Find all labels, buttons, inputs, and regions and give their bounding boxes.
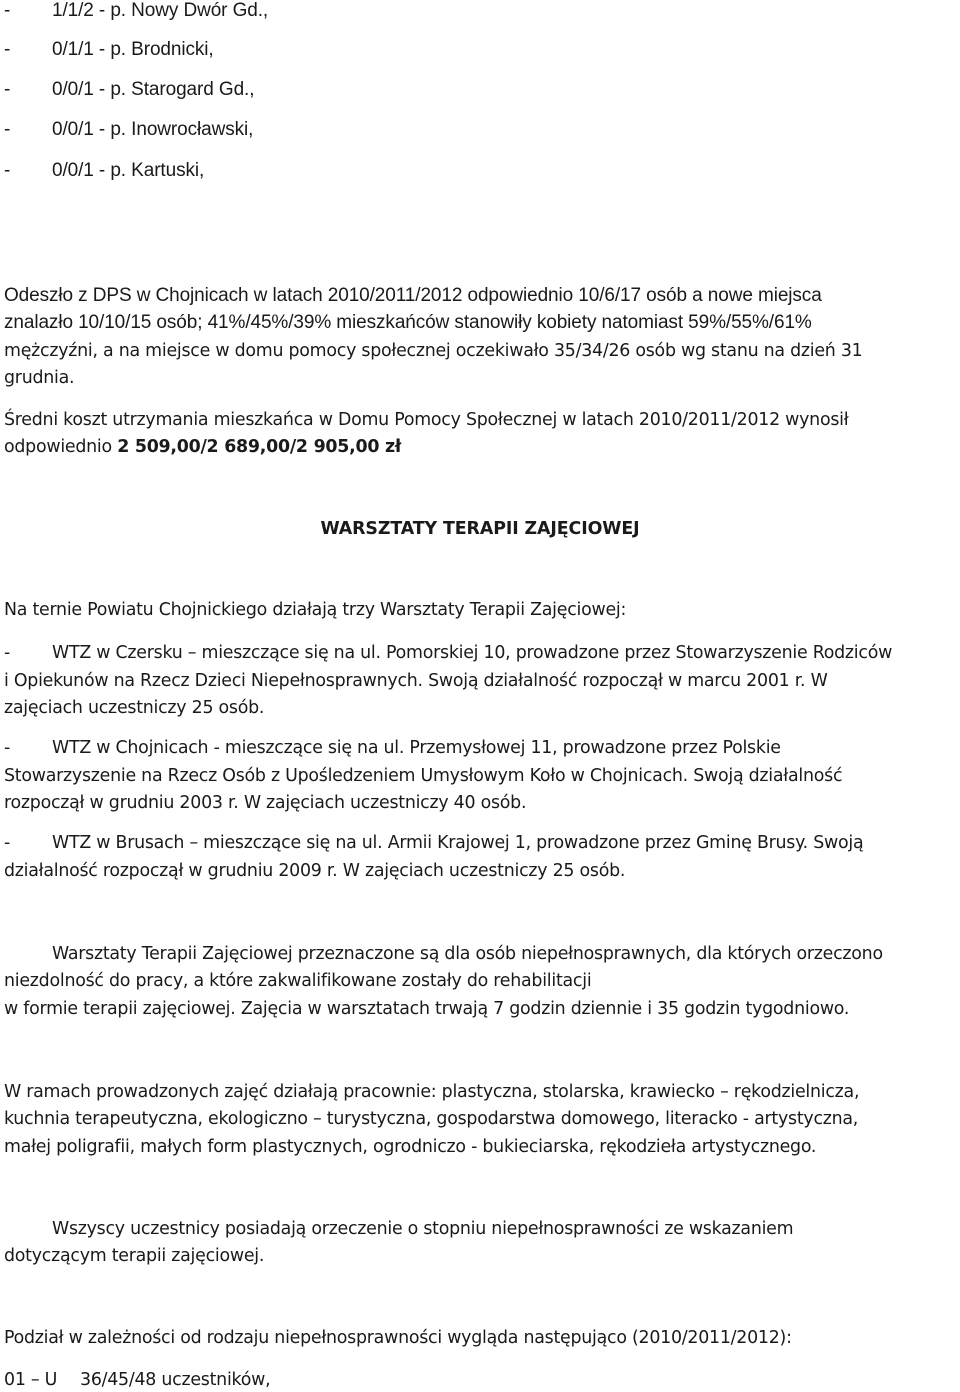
- cost-paragraph-line: odpowiednio 2 509,00/2 689,00/2 905,00 zł: [4, 437, 402, 457]
- dps-paragraph-line: Odeszło z DPS w Chojnicach w latach 2010/2011/2012 odpowiednio 10/6/17 osób a nowe miejsca: [4, 285, 822, 306]
- cost-paragraph-line: Średni koszt utrzymania mieszkańca w Domu Pomocy Społecznej w latach 2010/2011/2012 wynosił: [4, 410, 849, 430]
- transfer-item: - 0/0/1 - p. Inowrocławski,: [4, 119, 254, 140]
- dps-paragraph-line: znalazło 10/10/15 osób; 41%/45%/39% mieszkańców stanowiły kobiety natomiast 59%/55%/61%: [4, 312, 812, 333]
- wtz-item-line: - WTZ w Brusach – mieszczące się na ul. Armii Krajowej 1, prowadzone przez Gminę Brusy. Swoją: [4, 833, 864, 853]
- division-row: 01 – U 36/45/48 uczestników,: [4, 1370, 271, 1390]
- cost-amounts: 2 509,00/2 689,00/2 905,00 zł: [117, 437, 402, 457]
- participants-paragraph-line: dotyczącym terapii zajęciowej.: [4, 1246, 265, 1266]
- wtz-item-line: i Opiekunów na Rzecz Dzieci Niepełnosprawnych. Swoją działalność rozpoczął w marcu 2001 r. W: [4, 671, 828, 691]
- transfer-item: - 0/1/1 - p. Brodnicki,: [4, 39, 214, 60]
- purpose-paragraph-line: niezdolność do pracy, a które zakwalifikowane zostały do rehabilitacji: [4, 971, 592, 991]
- division-intro: Podział w zależności od rodzaju niepełnosprawności wygląda następująco (2010/2011/2012):: [4, 1328, 792, 1348]
- wtz-item-line: - WTZ w Chojnicach - mieszczące się na ul. Przemysłowej 11, prowadzone przez Polskie: [4, 738, 781, 758]
- dps-paragraph-line: mężczyźni, a na miejsce w domu pomocy społecznej oczekiwało 35/34/26 osób wg stanu na dzień 31: [4, 341, 863, 361]
- wtz-intro: Na ternie Powiatu Chojnickiego działają trzy Warsztaty Terapii Zajęciowej:: [4, 600, 627, 620]
- wtz-item-line: Stowarzyszenie na Rzecz Osób z Upośledzeniem Umysłowym Koło w Chojnicach. Swoją działalność: [4, 766, 843, 786]
- dps-paragraph-line: grudnia.: [4, 368, 75, 388]
- workshops-paragraph-line: W ramach prowadzonych zajęć działają pracownie: plastyczna, stolarska, krawiecko – rękodzielnicza,: [4, 1082, 860, 1102]
- purpose-paragraph-line: Warsztaty Terapii Zajęciowej przeznaczone są dla osób niepełnosprawnych, dla których orzeczono: [52, 944, 883, 964]
- wtz-item-line: - WTZ w Czersku – mieszczące się na ul. Pomorskiej 10, prowadzone przez Stowarzyszenie Rodziców: [4, 643, 893, 663]
- wtz-item-line: działalność rozpoczął w grudniu 2009 r. W zajęciach uczestniczy 25 osób.: [4, 861, 626, 881]
- purpose-paragraph-line: w formie terapii zajęciowej. Zajęcia w warsztatach trwają 7 godzin dziennie i 35 godzin tygodniowo.: [4, 999, 850, 1019]
- workshops-paragraph-line: kuchnia terapeutyczna, ekologiczno – turystyczna, gospodarstwa domowego, literacko - artystyczna,: [4, 1109, 859, 1129]
- transfer-item: - 0/0/1 - p. Kartuski,: [4, 160, 205, 181]
- transfer-item: - 1/1/2 - p. Nowy Dwór Gd.,: [4, 0, 269, 21]
- wtz-item-line: rozpoczął w grudniu 2003 r. W zajęciach uczestniczy 40 osób.: [4, 793, 527, 813]
- participants-paragraph-line: Wszyscy uczestnicy posiadają orzeczenie o stopniu niepełnosprawności ze wskazaniem: [52, 1219, 794, 1239]
- wtz-item-line: zajęciach uczestniczy 25 osób.: [4, 698, 265, 718]
- section-title: WARSZTATY TERAPII ZAJĘCIOWEJ: [320, 519, 640, 539]
- transfer-item: - 0/0/1 - p. Starogard Gd.,: [4, 79, 255, 100]
- workshops-paragraph-line: małej poligrafii, małych form plastycznych, ogrodniczo - bukieciarska, rękodzieła artystycznego.: [4, 1137, 817, 1157]
